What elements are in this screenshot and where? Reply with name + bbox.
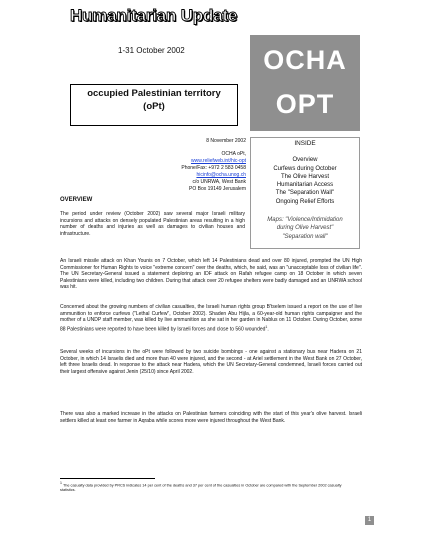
overview-heading: OVERVIEW <box>60 197 93 203</box>
paragraph-text: Concerned about the growing numbers of civilian casualties, the Israeli human rights group B'tselem issued a report on the use of live ammunition to enforce curfews ("Lethal Curfew", October 2002). Shaden Abu Hijla, a 60-year-old human rights campaigner and the mother of a UNDP staff member, was killed by live ammunition as she sat in her garden in Nablus on 11 October. During October, some 88 Palestinians were reported to have been killed by Israeli forces and close to 560 wounded <box>60 304 362 333</box>
footnote-mark: 1 <box>60 481 62 485</box>
po-box: PO Box 19149 Jerusalem <box>189 186 246 192</box>
footnote-ref[interactable]: 1 <box>265 324 268 329</box>
inside-item: Ongoing Relief Efforts <box>275 198 335 205</box>
phone-fax: Phone/Fax: +972 2 583 0458 <box>181 165 246 171</box>
contact-block <box>96 138 246 193</box>
territory-box <box>70 84 238 126</box>
issue-dates: 1-31 October 2002 <box>118 46 185 55</box>
footnote <box>60 481 358 493</box>
territory-name: occupied Palestinian territory <box>87 88 221 99</box>
paragraph: Concerned about the growing numbers of civilian casualties, the Israeli human rights group B'tselem issued a report on the use of live ammunition to enforce curfews ("Lethal Curfew", October 2002). Shaden Abu Hijla, a 60-year-old human rights campaigner and the mother of a UNDP staff member, was killed by live ammunition as she sat in her garden in Nablus on 11 October. During October, some 88 Palestinians were reported to have been killed by Israeli forces and close to 560 wounded$^1$. <box>60 304 362 333</box>
email-link[interactable]: hicinfo@ocha.unog.ch <box>196 172 246 178</box>
brand-opt: OPT <box>275 89 335 119</box>
inside-item: The Olive Harvest <box>280 173 329 180</box>
paragraph: There was also a marked increase in the attacks on Palestinian farmers coinciding with the start of this year's olive harvest. Israeli settlers killed at least one farmer in Aqraba while scores more were injured throughout the West Bank. <box>60 411 362 424</box>
ocha-logo-box <box>250 35 360 131</box>
paragraph: The period under review (October 2002) saw several major Israeli military incursions and attacks on densely populated Palestinian areas resulting in a high number of deaths and injuries as well as damages to civilian houses and infrastructure. <box>60 211 245 237</box>
maps-line: Maps: "Violence/Intimidation <box>267 217 343 224</box>
report-date: 8 November 2002 <box>206 138 246 144</box>
inside-item: Overview <box>292 157 318 164</box>
website-link[interactable]: www.reliefweb.int/hic-opt <box>190 158 246 164</box>
footnote-text: The casualty data provided by PRCS indicates 14 per cent of the deaths and 37 per cent of the casualties in October are compared with the September 2002 casualty statistics. <box>60 483 342 493</box>
newsletter-title: Humanitarian Update <box>70 6 238 25</box>
inside-item: Curfews during October <box>273 165 337 172</box>
maps-line: during Olive Harvest" <box>276 225 334 232</box>
inside-maps-note <box>251 216 359 241</box>
brand-ocha: OCHA <box>263 45 347 75</box>
inside-contents-box <box>250 137 360 249</box>
footnote-divider <box>60 478 155 479</box>
care-of: c/o UNRWA, West Bank <box>192 179 246 185</box>
inside-item: The "Separation Wall" <box>275 190 335 197</box>
page-number: 1 <box>365 516 374 525</box>
paragraph: An Israeli missile attack on Khan Younis on 7 October, which left 14 Palestinians dead and over 80 injured, prompted the UN High Commissioner for Human Rights to voice "extreme concern" over the deaths, which, he said, was an "unacceptable loss of civilian life". The UN Secretary-General issued a statement deploring an IDF attack on Rafah refugee camp on 18 October in which seven Palestinians were killed, including two children. During that attack over 20 refugee shelters were badly damaged and an UNRWA school was hit. <box>60 258 362 291</box>
maps-line: "Separation wall" <box>282 233 328 240</box>
paragraph: Several weeks of incursions in the oPt were followed by two suicide bombings - one against a stationary bus near Hadera on 21 October, in which 14 Israelis died and more than 40 were injured, and the second - at Ariel settlement in the West Bank on 27 October, left three Israelis dead. In response to the attack near Hadera, which the UN Secretary-General condemned, Israeli forces carried out their largest offensive against Jenin (25/10) since April 2002. <box>60 349 362 375</box>
inside-heading: INSIDE <box>294 140 316 147</box>
territory-abbr: (oPt) <box>143 101 165 112</box>
office-name: OCHA oPt, <box>221 151 246 157</box>
inside-item: Humanitarian Access <box>276 182 334 189</box>
